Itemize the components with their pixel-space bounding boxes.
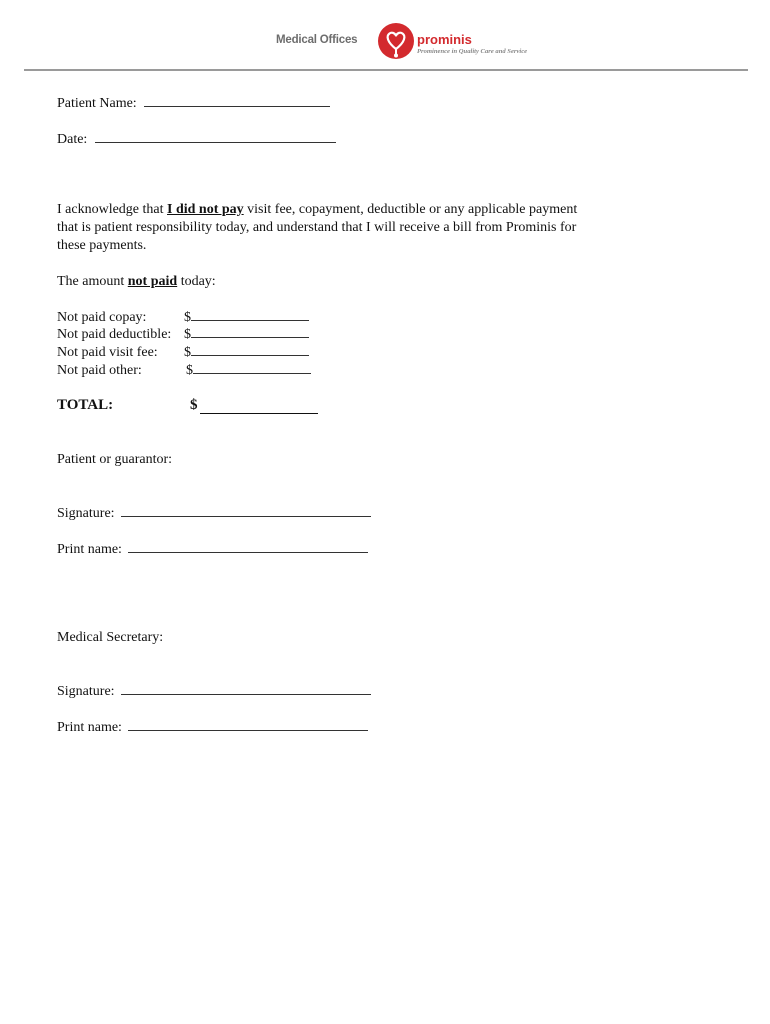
amount-heading-text: The amount [57,274,128,289]
acknowledgement-paragraph [57,201,657,255]
total-blank[interactable] [200,413,318,414]
not-paid-copay-blank[interactable] [191,309,309,321]
ack-text: I acknowledge that [57,202,168,217]
patient-print-name-label: Print name: [57,542,122,557]
total-currency: $ [190,397,198,413]
not-paid-copay-label: Not paid copay: [57,310,147,325]
currency-symbol: $ [184,345,191,360]
amount-heading-emphasis: not paid [127,274,178,289]
not-paid-other-field[interactable] [186,362,311,380]
not-paid-deductible-blank[interactable] [191,326,309,338]
patient-signature-blank[interactable] [121,505,371,517]
logo-left-label: Medical Offices [276,34,358,46]
date-blank[interactable] [95,131,336,143]
date-label: Date: [57,132,88,147]
secretary-section-heading: Medical Secretary: [57,630,164,645]
not-paid-other-blank[interactable] [193,362,311,374]
header-logo [276,22,546,64]
patient-name-label: Patient Name: [57,96,137,111]
patient-name-blank[interactable] [144,95,330,107]
secretary-print-name-blank[interactable] [128,719,368,731]
heart-stethoscope-icon [377,22,415,60]
date-field[interactable] [57,131,336,149]
not-paid-copay-field[interactable] [184,309,309,327]
header-divider [24,69,748,71]
ack-emphasis: I did not pay [167,202,244,217]
acknowledgement-line-2: that is patient responsibility today, and understand that I will receive a bill from Prominis for [57,220,577,235]
not-paid-deductible-label: Not paid deductible: [57,327,172,342]
not-paid-deductible-field[interactable] [184,326,309,344]
amount-heading [57,273,216,291]
secretary-signature-label: Signature: [57,684,115,699]
currency-symbol: $ [184,310,191,325]
currency-symbol: $ [186,363,193,378]
patient-print-name-blank[interactable] [128,541,368,553]
secretary-signature-blank[interactable] [121,683,371,695]
brand-tagline: Prominence in Quality Care and Service [417,48,528,55]
not-paid-visit-fee-field[interactable] [184,344,309,362]
patient-print-name-field[interactable] [57,541,368,559]
secretary-signature-field[interactable] [57,683,371,701]
total-label: TOTAL: [57,397,114,413]
patient-name-field[interactable] [57,95,330,113]
patient-section-heading: Patient or guarantor: [57,452,173,467]
brand-name: prominis [417,32,472,47]
acknowledgement-line-3: these payments. [57,238,147,253]
secretary-print-name-label: Print name: [57,720,122,735]
ack-text: visit fee, copayment, deductible or any applicable payment [243,202,578,217]
patient-signature-label: Signature: [57,506,115,521]
not-paid-other-label: Not paid other: [57,363,142,378]
amount-heading-text: today: [177,274,216,289]
patient-signature-field[interactable] [57,505,371,523]
not-paid-visit-fee-label: Not paid visit fee: [57,345,158,360]
secretary-print-name-field[interactable] [57,719,368,737]
acknowledgement-line-1 [57,201,657,219]
currency-symbol: $ [184,327,191,342]
not-paid-visit-fee-blank[interactable] [191,344,309,356]
